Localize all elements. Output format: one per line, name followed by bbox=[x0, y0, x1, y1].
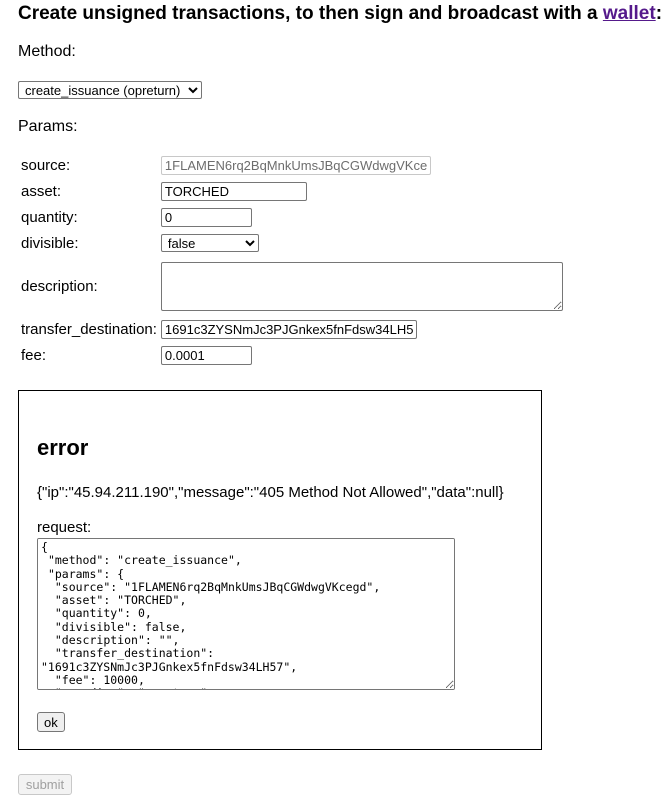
page-title-text: Create unsigned transactions, to then sign and broadcast with a bbox=[18, 3, 603, 24]
params-label: Params: bbox=[18, 118, 78, 135]
error-dialog bbox=[18, 390, 542, 750]
transfer-destination-label: transfer_destination: bbox=[21, 320, 157, 338]
submit-button[interactable]: submit bbox=[18, 774, 72, 795]
divisible-label: divisible: bbox=[21, 234, 79, 252]
error-title: error bbox=[37, 435, 89, 460]
page-title-suffix: : bbox=[655, 3, 663, 24]
request-textarea[interactable] bbox=[37, 538, 455, 690]
error-message: {"ip":"45.94.211.190","message":"405 Method Not Allowed","data":null} bbox=[37, 484, 504, 501]
source-input[interactable] bbox=[161, 156, 431, 175]
request-label: request: bbox=[37, 519, 92, 536]
fee-input[interactable] bbox=[161, 346, 252, 365]
divisible-select[interactable] bbox=[161, 234, 259, 252]
quantity-input[interactable] bbox=[161, 208, 252, 227]
quantity-label: quantity: bbox=[21, 208, 78, 226]
ok-button[interactable]: ok bbox=[37, 712, 65, 732]
method-label: Method: bbox=[18, 43, 76, 60]
transfer-destination-input[interactable] bbox=[161, 320, 417, 339]
asset-label: asset: bbox=[21, 182, 62, 200]
asset-input[interactable] bbox=[161, 182, 307, 201]
description-label: description: bbox=[21, 277, 98, 295]
method-select[interactable] bbox=[18, 81, 202, 99]
description-textarea[interactable] bbox=[161, 262, 563, 311]
fee-label: fee: bbox=[21, 346, 47, 364]
wallet-link[interactable]: wallet bbox=[602, 3, 656, 24]
page-title bbox=[18, 3, 662, 25]
params-table bbox=[18, 152, 563, 368]
source-label: source: bbox=[21, 156, 71, 174]
